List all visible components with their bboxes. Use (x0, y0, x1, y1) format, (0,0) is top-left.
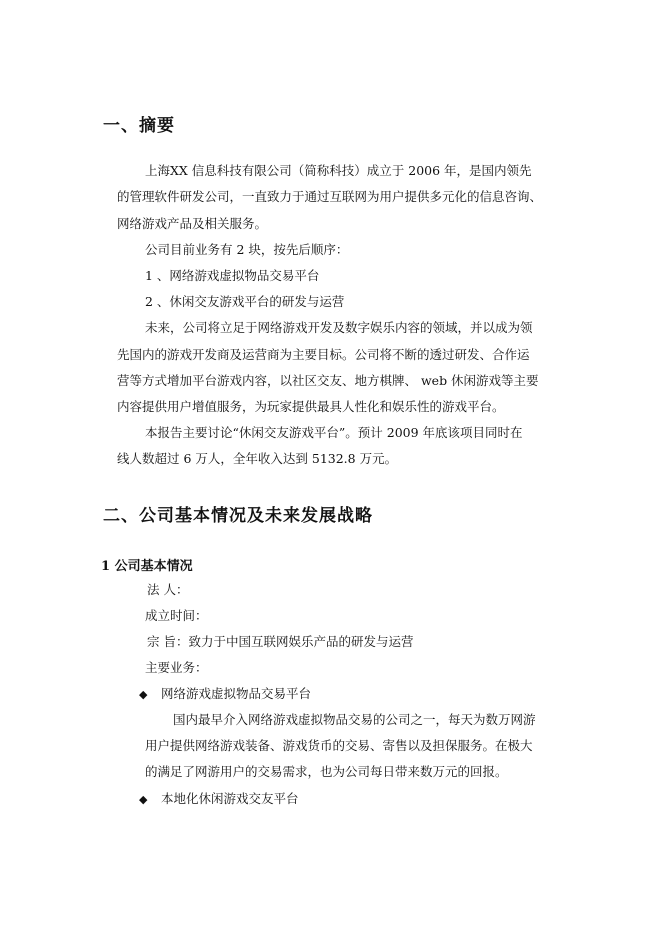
mission-line: 宗 旨：致力于中国互联网娱乐产品的研发与运营 (147, 634, 414, 649)
summary-para1-line1: 上海XX 信息科技有限公司（简称科技）成立于 2006 年，是国内领先 (145, 163, 532, 178)
summary-para3-line4: 内容提供用户增值服务，为玩家提供最具人性化和娱乐性的游戏平台。 (117, 399, 505, 414)
summary-para4-line2: 线人数超过 6 万人，全年收入达到 5132.8 万元。 (117, 451, 398, 466)
bullet-diamond-icon: ◆ (139, 793, 148, 806)
business1-desc-line3: 的满足了网游用户的交易需求，也为公司每日带来数万元的回报。 (145, 764, 508, 779)
founded-label: 成立时间： (145, 608, 208, 623)
summary-para1-line2: 的管理软件研发公司，一直致力于通过互联网为用户提供多元化的信息咨询、 (117, 189, 543, 204)
bullet-diamond-icon: ◆ (139, 688, 148, 701)
summary-business-item2: 2 、休闲交友游戏平台的研发与运营 (145, 294, 345, 309)
section-heading-summary: 一、摘要 (103, 116, 175, 136)
legal-person-label: 法 人： (147, 582, 189, 597)
summary-para3-line3: 营等方式增加平台游戏内容，以社区交友、地方棋牌、 web 休闲游戏等主要 (117, 373, 539, 388)
business1-title: 网络游戏虚拟物品交易平台 (161, 686, 312, 701)
summary-para1-line3: 网络游戏产品及相关服务。 (117, 216, 268, 231)
subsection-heading-basic-info: 1 公司基本情况 (101, 559, 193, 574)
business1-desc-line1: 国内最早介入网络游戏虚拟物品交易的公司之一，每天为数万网游 (173, 712, 536, 727)
business2-title: 本地化休闲游戏交友平台 (161, 791, 299, 806)
summary-business-item1: 1 、网络游戏虚拟物品交易平台 (145, 268, 320, 283)
summary-para4-line1: 本报告主要讨论“休闲交友游戏平台”。预计 2009 年底该项目同时在 (145, 425, 523, 440)
business1-desc-line2: 用户提供网络游戏装备、游戏货币的交易、寄售以及担保服务。在极大 (145, 738, 533, 753)
summary-para3-line2: 先国内的游戏开发商及运营商为主要目标。公司将不断的透过研发、合作运 (117, 347, 530, 362)
main-business-label: 主要业务： (145, 660, 208, 675)
summary-business-intro: 公司目前业务有 2 块，按先后顺序： (145, 242, 349, 257)
section-heading-company: 二、公司基本情况及未来发展战略 (103, 506, 373, 526)
summary-para3-line1: 未来，公司将立足于网络游戏开发及数字娱乐内容的领域，并以成为领 (145, 320, 533, 335)
